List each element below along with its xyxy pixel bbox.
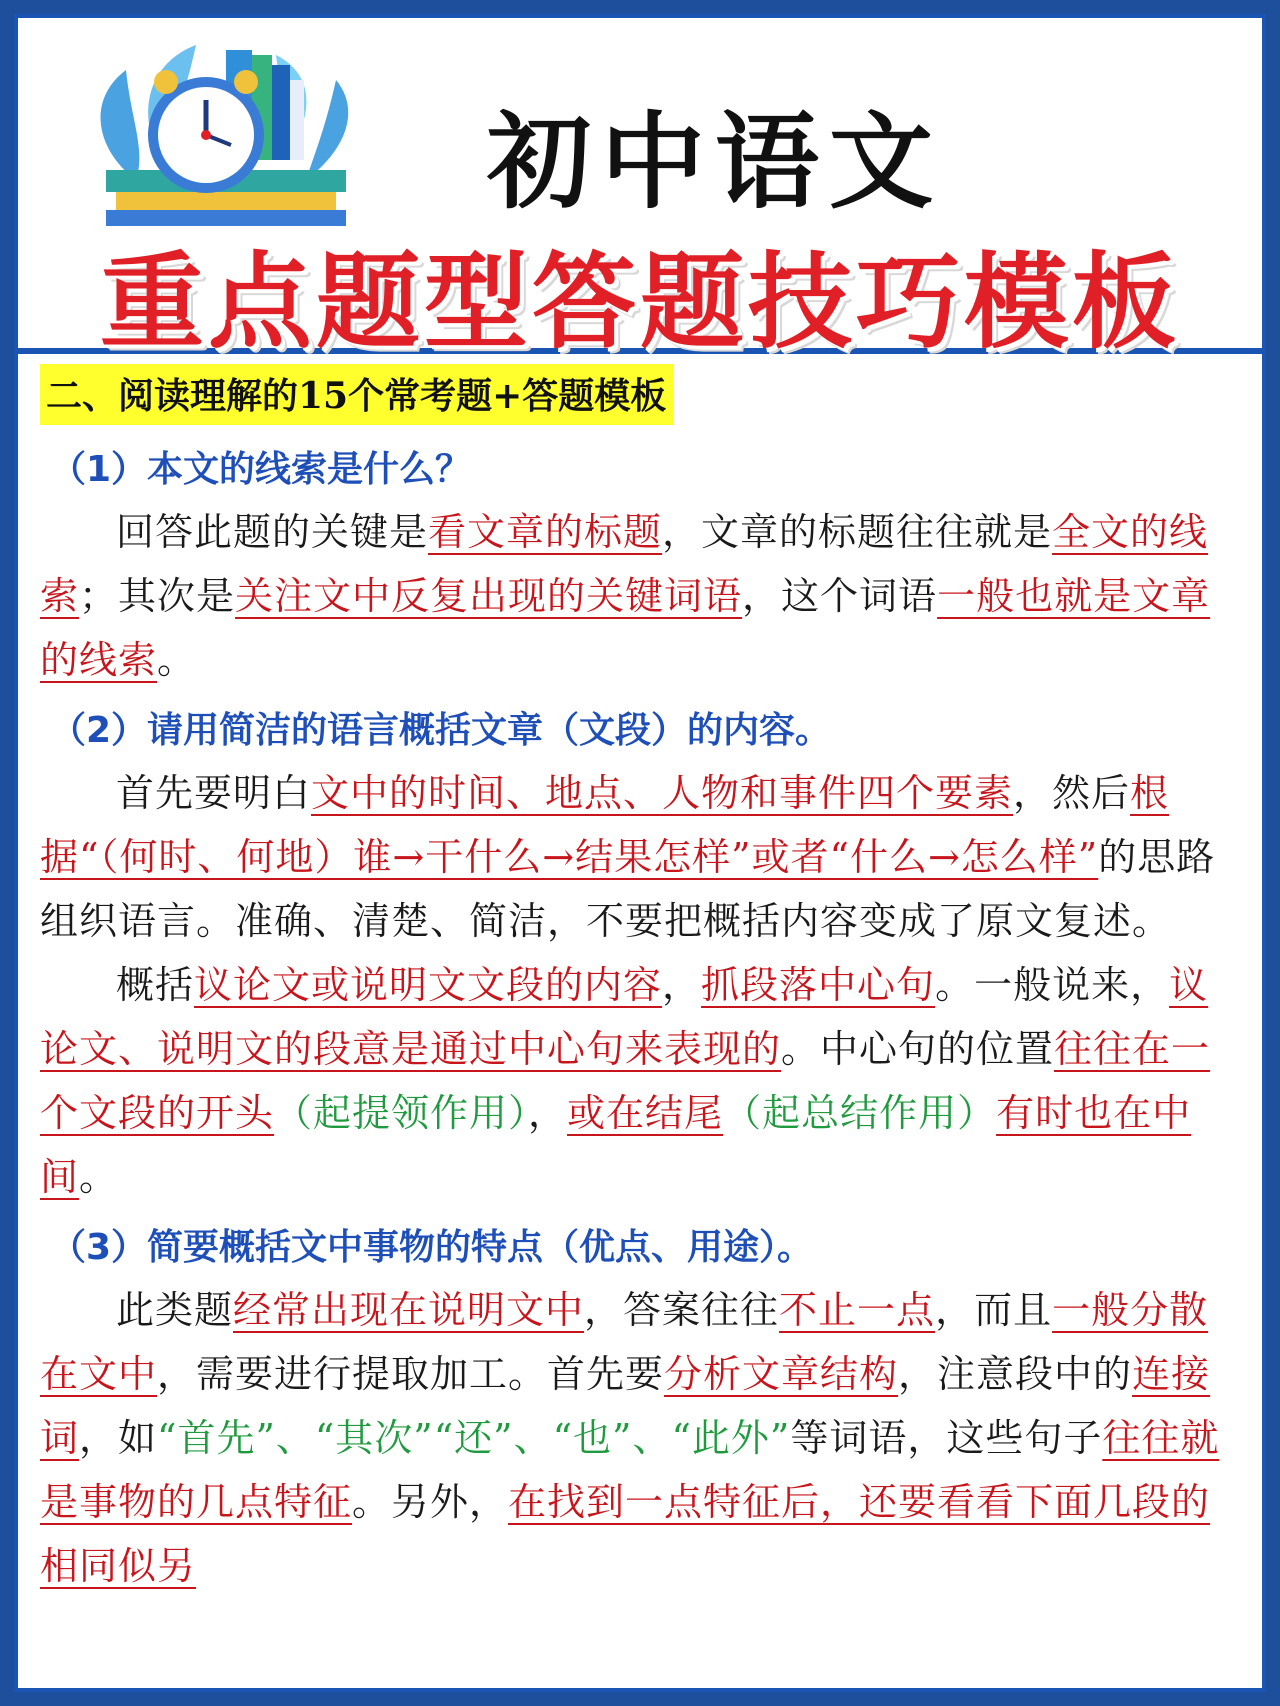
- body-text: ，而且: [935, 1288, 1053, 1332]
- body-text: ，这个词语: [742, 574, 938, 618]
- key-phrase: 经常出现在说明文中: [233, 1288, 585, 1332]
- body-text: 回答此题的关键是: [116, 510, 429, 554]
- question-list: [40, 441, 1240, 1598]
- content-area: [40, 364, 1240, 1598]
- key-phrase: 分析文章结构: [664, 1352, 899, 1396]
- body-text: ，如: [79, 1416, 158, 1460]
- body-text: 的思路组织语言。准确、清楚、简洁，不要把概括内容变成了原文复述。: [40, 835, 1216, 943]
- answer-paragraph: [40, 761, 1240, 953]
- key-phrase: 抓段落中心句: [701, 963, 936, 1007]
- body-text: 。一般说来，: [935, 963, 1170, 1007]
- question-heading: （3）简要概括文中事物的特点（优点、用途）。: [50, 1227, 814, 1268]
- key-phrase: 根据“（何时、何地）谁→干什么→结果怎样”或者“什么→怎么样”: [40, 771, 1170, 879]
- body-text: ，答案往往: [584, 1288, 780, 1332]
- page-frame: [14, 14, 1266, 1692]
- key-phrase: 连接词: [40, 1352, 1211, 1460]
- key-phrase: 在找到一点特征后，还要看看下面几段的相同似另: [40, 1480, 1211, 1588]
- body-text: ，文章的标题往往就是: [662, 510, 1053, 554]
- key-phrase: 看文章的标题: [428, 510, 663, 554]
- question-heading: （1）本文的线索是什么？: [50, 449, 472, 490]
- key-phrase: 往往在一个文段的开头: [40, 1027, 1211, 1135]
- key-phrase: 一般也就是文章的线索: [40, 574, 1211, 682]
- answer-paragraph: [40, 953, 1240, 1209]
- body-text: 概括: [116, 963, 195, 1007]
- note-phrase: （起提领作用）: [274, 1091, 529, 1135]
- body-text: ，需要进行提取加工。首先要: [157, 1352, 665, 1396]
- body-text: 。中心句的位置: [781, 1027, 1055, 1071]
- answer-paragraph: [40, 1278, 1240, 1598]
- body-text: ，: [528, 1091, 568, 1135]
- key-phrase: 文中的时间、地点、人物和事件四个要素: [311, 771, 1014, 815]
- key-phrase: 关注文中反复出现的关键词语: [235, 574, 743, 618]
- note-phrase: （起总结作用）: [723, 1091, 997, 1135]
- body-text: ，: [662, 963, 702, 1007]
- key-phrase: 全文的线索: [40, 510, 1209, 618]
- body-text: 。: [157, 638, 197, 682]
- body-text: 。: [79, 1155, 119, 1199]
- body-text: ，然后: [1013, 771, 1131, 815]
- body-text: 此类题: [116, 1288, 234, 1332]
- body-text: 。另外，: [352, 1480, 509, 1524]
- section-title: 二、阅读理解的15个常考题+答题模板: [40, 364, 674, 425]
- body-text: ，注意段中的: [898, 1352, 1133, 1396]
- key-phrase: 议论文、说明文的段意是通过中心句来表现的: [40, 963, 1209, 1071]
- key-phrase: 一般分散在文中: [40, 1288, 1209, 1396]
- title-line-2: 重点题型答题技巧模板: [99, 241, 1180, 363]
- question-heading: （2）请用简洁的语言概括文章（文段）的内容。: [50, 710, 832, 751]
- title-line-1: 初中语文: [486, 101, 943, 223]
- note-phrase: “首先”、“其次”“还”、“也”、“此外”: [157, 1416, 791, 1460]
- answer-paragraph: [40, 500, 1240, 692]
- key-phrase: 议论文或说明文文段的内容: [194, 963, 663, 1007]
- key-phrase: 不止一点: [779, 1288, 936, 1332]
- key-phrase: 往往就是事物的几点特征: [40, 1416, 1220, 1524]
- key-phrase: 有时也在中间: [40, 1091, 1192, 1199]
- body-text: 首先要明白: [116, 771, 312, 815]
- body-text: ；其次是: [79, 574, 236, 618]
- key-phrase: 或在结尾: [567, 1091, 724, 1135]
- header-banner: [18, 18, 1262, 363]
- body-text: 等词语，这些句子: [790, 1416, 1103, 1460]
